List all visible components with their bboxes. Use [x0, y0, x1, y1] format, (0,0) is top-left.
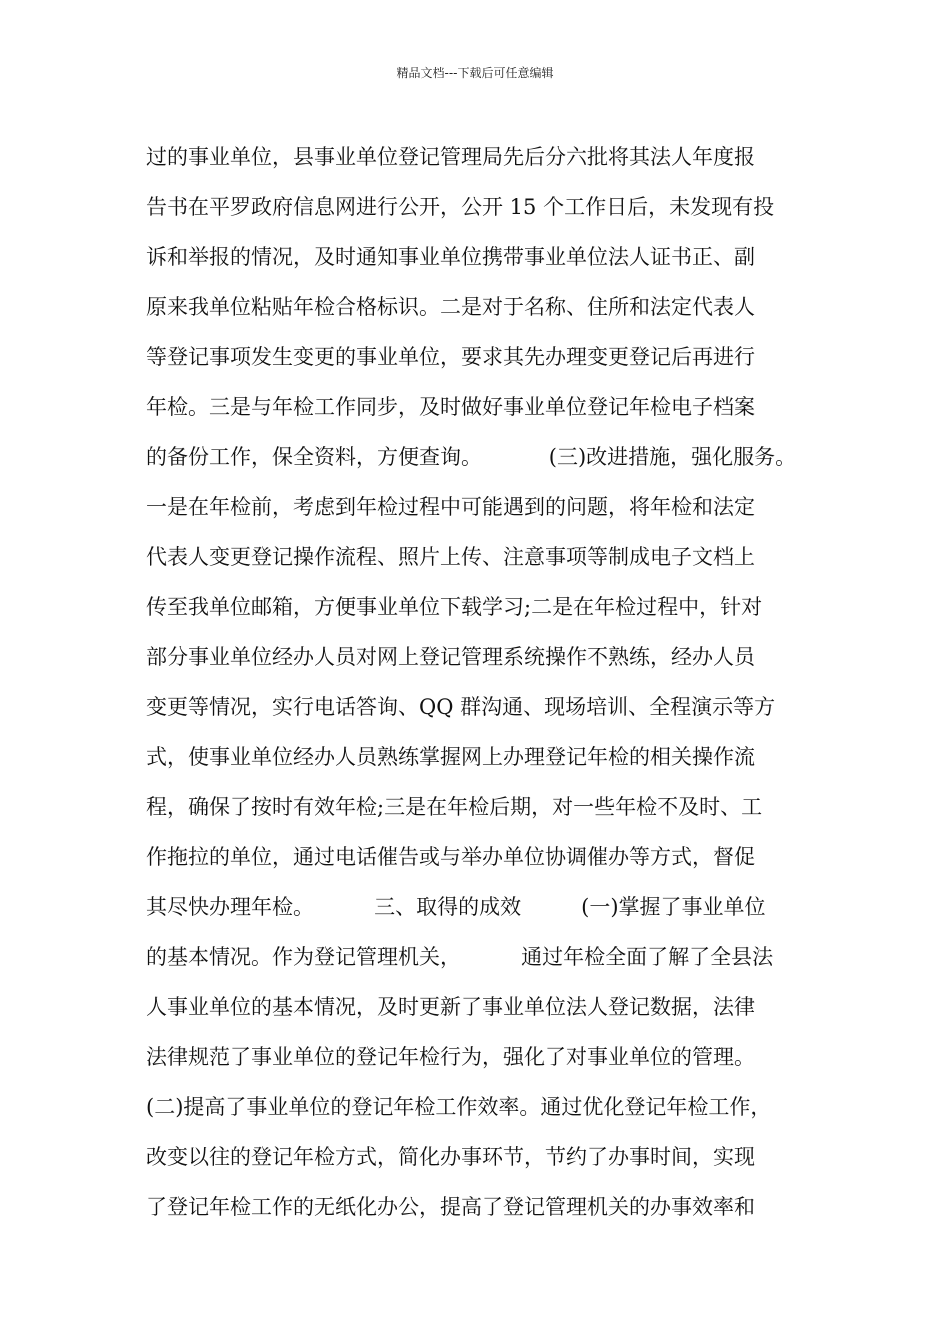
- text-line-8: 一是在年检前，考虑到年检过程中可能遇到的问题，将年检和法定: [146, 495, 755, 519]
- text-line-4: 原来我单位粘贴年检合格标识。二是对于名称、住所和法定代表人: [146, 295, 755, 319]
- text-line-7: 的备份工作，保全资料，方便查询。 (三)改进措施，强化服务。: [146, 445, 797, 469]
- text-line-10: 传至我单位邮箱，方便事业单位下载学习;二是在年检过程中，针对: [146, 595, 763, 619]
- page-header: 精品文档---下载后可任意编辑: [396, 66, 554, 80]
- text-line-2: 告书在平罗政府信息网进行公开，公开 15 个工作日后，未发现有投: [146, 195, 775, 219]
- text-line-20: (二)提高了事业单位的登记年检工作效率。通过优化登记年检工作，: [146, 1095, 772, 1119]
- text-line-6: 年检。三是与年检工作同步，及时做好事业单位登记年检电子档案: [146, 395, 755, 419]
- text-line-11: 部分事业单位经办人员对网上登记管理系统操作不熟练，经办人员: [146, 645, 755, 669]
- text-line-16: 其尽快办理年检。 三、取得的成效 (一)掌握了事业单位: [146, 895, 766, 919]
- document-body: [146, 132, 826, 1232]
- text-line-9: 代表人变更登记操作流程、照片上传、注意事项等制成电子文档上: [146, 545, 755, 569]
- text-line-12: 变更等情况，实行电话答询、QQ 群沟通、现场培训、全程演示等方: [146, 695, 776, 719]
- text-line-18: 人事业单位的基本情况，及时更新了事业单位法人登记数据，法律: [146, 995, 755, 1019]
- text-line-3: 诉和举报的情况，及时通知事业单位携带事业单位法人证书正、副: [146, 245, 755, 269]
- text-line-21: 改变以往的登记年检方式，简化办事环节，节约了办事时间，实现: [146, 1145, 755, 1169]
- text-line-13: 式，使事业单位经办人员熟练掌握网上办理登记年检的相关操作流: [146, 745, 755, 769]
- text-line-5: 等登记事项发生变更的事业单位，要求其先办理变更登记后再进行: [146, 345, 755, 369]
- text-line-22: 了登记年检工作的无纸化办公，提高了登记管理机关的办事效率和: [146, 1195, 755, 1219]
- text-line-1: 过的事业单位，县事业单位登记管理局先后分六批将其法人年度报: [146, 145, 755, 169]
- text-line-15: 作拖拉的单位，通过电话催告或与举办单位协调催办等方式，督促: [146, 845, 755, 869]
- text-line-17: 的基本情况。作为登记管理机关， 通过年检全面了解了全县法: [146, 945, 774, 969]
- text-line-14: 程，确保了按时有效年检;三是在年检后期，对一些年检不及时、工: [146, 795, 763, 819]
- text-line-19: 法律规范了事业单位的登记年检行为，强化了对事业单位的管理。: [146, 1045, 755, 1069]
